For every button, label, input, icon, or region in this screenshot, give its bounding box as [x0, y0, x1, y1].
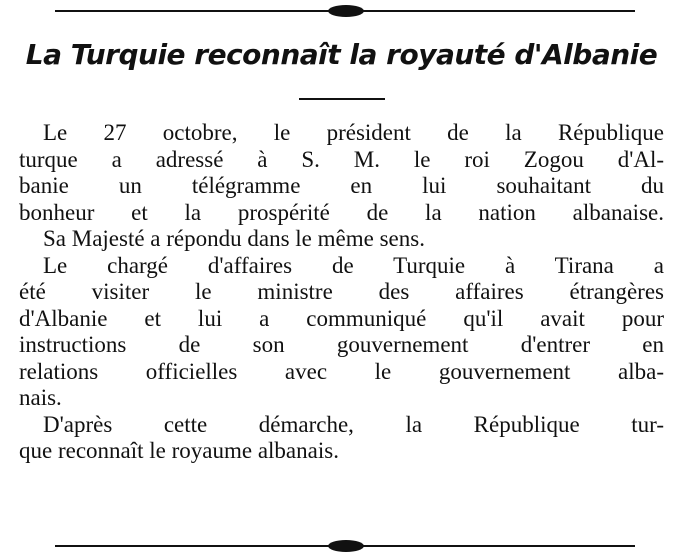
text-line: turque a adressé à S. M. le roi Zogou d'Al-: [19, 146, 664, 172]
text-line: Le 27 octobre, le président de la République: [43, 120, 664, 145]
paragraph: [19, 226, 664, 253]
bottom-divider-ornament: [328, 540, 364, 552]
text-line: Le chargé d'affaires de Turquie à Tirana a: [43, 252, 664, 278]
text-line: D'après cette démarche, la République tur-: [43, 411, 664, 437]
paragraph: [19, 253, 664, 412]
text-line: bonheur et la prospérité de la nation albanaise.: [19, 199, 664, 225]
text-line: Sa Majesté a répondu dans le même sens.: [43, 226, 425, 251]
text-line: banie un télégramme en lui souhaitant du: [19, 173, 664, 198]
article-headline: La Turquie reconnaît la royauté d'Albanie: [25, 38, 658, 71]
top-divider-ornament: [328, 5, 364, 17]
text-line: relations officielles avec le gouvernement alba-: [19, 358, 664, 384]
text-line: d'Albanie et lui a communiqué qu'il avait pour: [19, 305, 664, 331]
text-line: instructions de son gouvernement d'entrer en: [19, 332, 664, 357]
headline-underline: [299, 98, 385, 100]
text-line: que reconnaît le royaume albanais.: [19, 438, 339, 463]
article-body: [19, 120, 664, 465]
paragraph: [19, 120, 664, 226]
text-line: nais.: [19, 385, 62, 410]
text-line: été visiter le ministre des affaires étrangères: [19, 279, 664, 304]
paragraph: [19, 412, 664, 465]
